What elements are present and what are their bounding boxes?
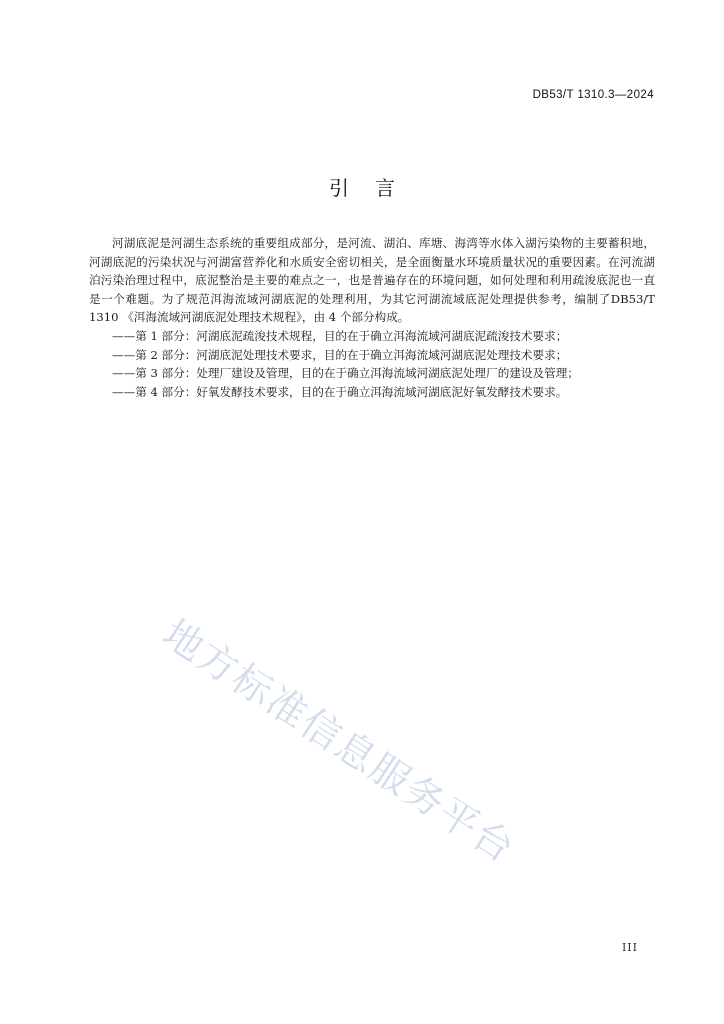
- document-body: [89, 234, 655, 401]
- page-number: III: [621, 941, 638, 954]
- page-title: 引言: [329, 176, 421, 200]
- part-item-4: ——第 4 部分：好氧发酵技术要求，目的在于确立洱海流域河湖底泥好氧发酵技术要求。: [112, 384, 568, 399]
- part-item-3: ——第 3 部分：处理厂建设及管理，目的在于确立洱海流域河湖底泥处理厂的建设及管理；: [112, 366, 579, 381]
- part-item-1: ——第 1 部分：河湖底泥疏浚技术规程，目的在于确立洱海流域河湖底泥疏浚技术要求；: [112, 328, 568, 343]
- part-item-2: ——第 2 部分：河湖底泥处理技术要求，目的在于确立洱海流域河湖底泥处理技术要求；: [112, 347, 568, 362]
- intro-paragraph: 河湖底泥是河湖生态系统的重要组成部分，是河流、湖泊、库塘、海湾等水体入湖污染物的主要蓄积地，河湖底泥的污染状况与河湖富营养化和水质安全密切相关，是全面衡量水环境质量状况的重要因素。在河流湖泊污染治理过程中，底泥整治是主要的难点之一，也是普遍存在的环境问题，如何处理和利用疏浚底泥也一直是一个难题。为了规范洱海流域河湖底泥的处理利用，为其它河湖流域底泥处理提供参考，编制了DB53/T 1310 《洱海流域河湖底泥处理技术规程》，由 4 个部分构成。: [89, 236, 655, 325]
- standard-code: DB53/T 1310.3—2024: [532, 89, 654, 101]
- watermark-text: 地方标准信息服务平台: [154, 611, 523, 873]
